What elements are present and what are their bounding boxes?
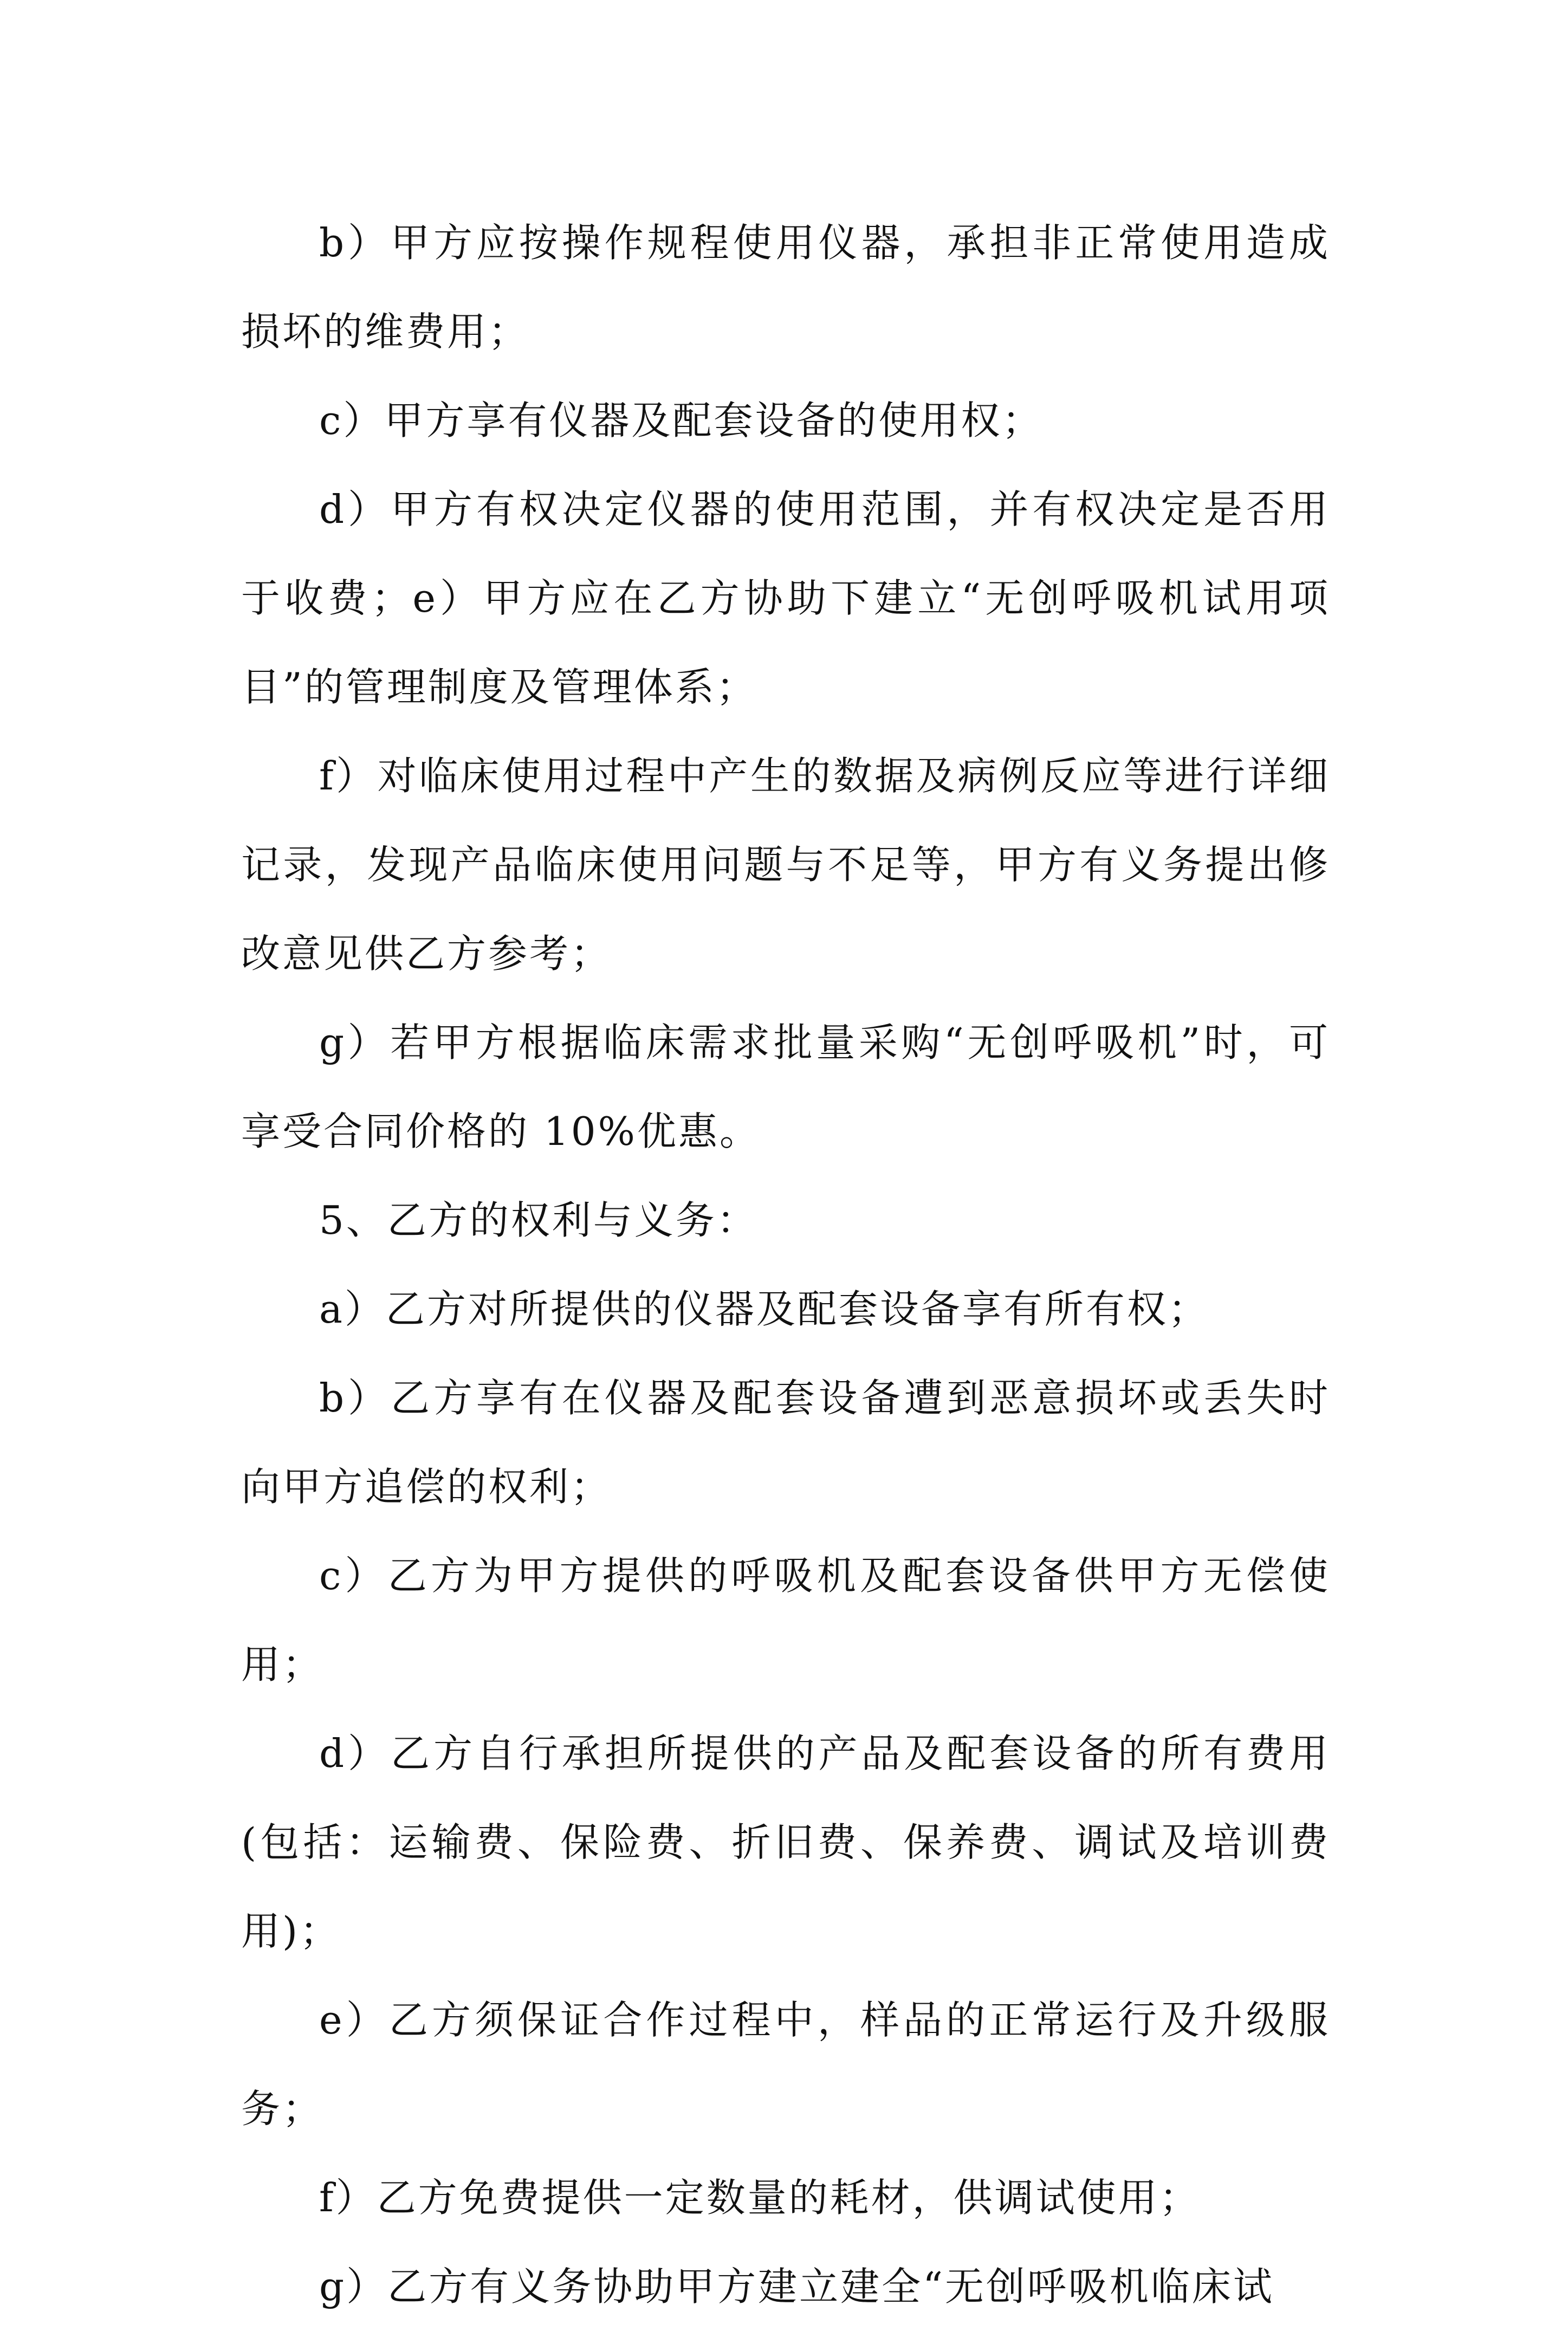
paragraph-c-party-a: c）甲方享有仪器及配套设备的使用权； [319, 398, 1044, 443]
paragraph-d-e-party-a: d）甲方有权决定仪器的使用范围，并有权决定是否用于收费；e）甲方应在乙方协助下建立“无创呼吸机试用项目”的管理制度及管理体系； [241, 487, 1330, 710]
document-body [241, 198, 1330, 2331]
paragraph-d-party-b: d）乙方自行承担所提供的产品及配套设备的所有费用(包括：运输费、保险费、折旧费、保养费、调试及培训费用)； [241, 1731, 1330, 1954]
paragraph-f-party-b: f）乙方免费提供一定数量的耗材，供调试使用； [319, 2175, 1201, 2220]
section-heading-party-b: 5、乙方的权利与义务： [319, 1197, 758, 1243]
paragraph-g-party-b: g）乙方有义务协助甲方建立建全“无创呼吸机临床试 [319, 2264, 1274, 2309]
paragraph-f-party-a: f）对临床使用过程中产生的数据及病例反应等进行详细记录，发现产品临床使用问题与不足等，甲方有义务提出修改意见供乙方参考； [241, 753, 1330, 976]
paragraph-b-party-a: b）甲方应按操作规程使用仪器，承担非正常使用造成损坏的维费用； [241, 220, 1330, 354]
paragraph-a-party-b: a）乙方对所提供的仪器及配套设备享有所有权； [319, 1286, 1209, 1332]
paragraph-g-party-a: g）若甲方根据临床需求批量采购“无创呼吸机”时，可享受合同价格的 10%优惠。 [241, 1020, 1330, 1154]
paragraph-c-party-b: c）乙方为甲方提供的呼吸机及配套设备供甲方无偿使用； [241, 1553, 1330, 1687]
paragraph-e-party-b: e）乙方须保证合作过程中，样品的正常运行及升级服务； [241, 1997, 1330, 2132]
paragraph-b-party-b: b）乙方享有在仪器及配套设备遭到恶意损坏或丢失时向甲方追偿的权利； [241, 1375, 1330, 1510]
